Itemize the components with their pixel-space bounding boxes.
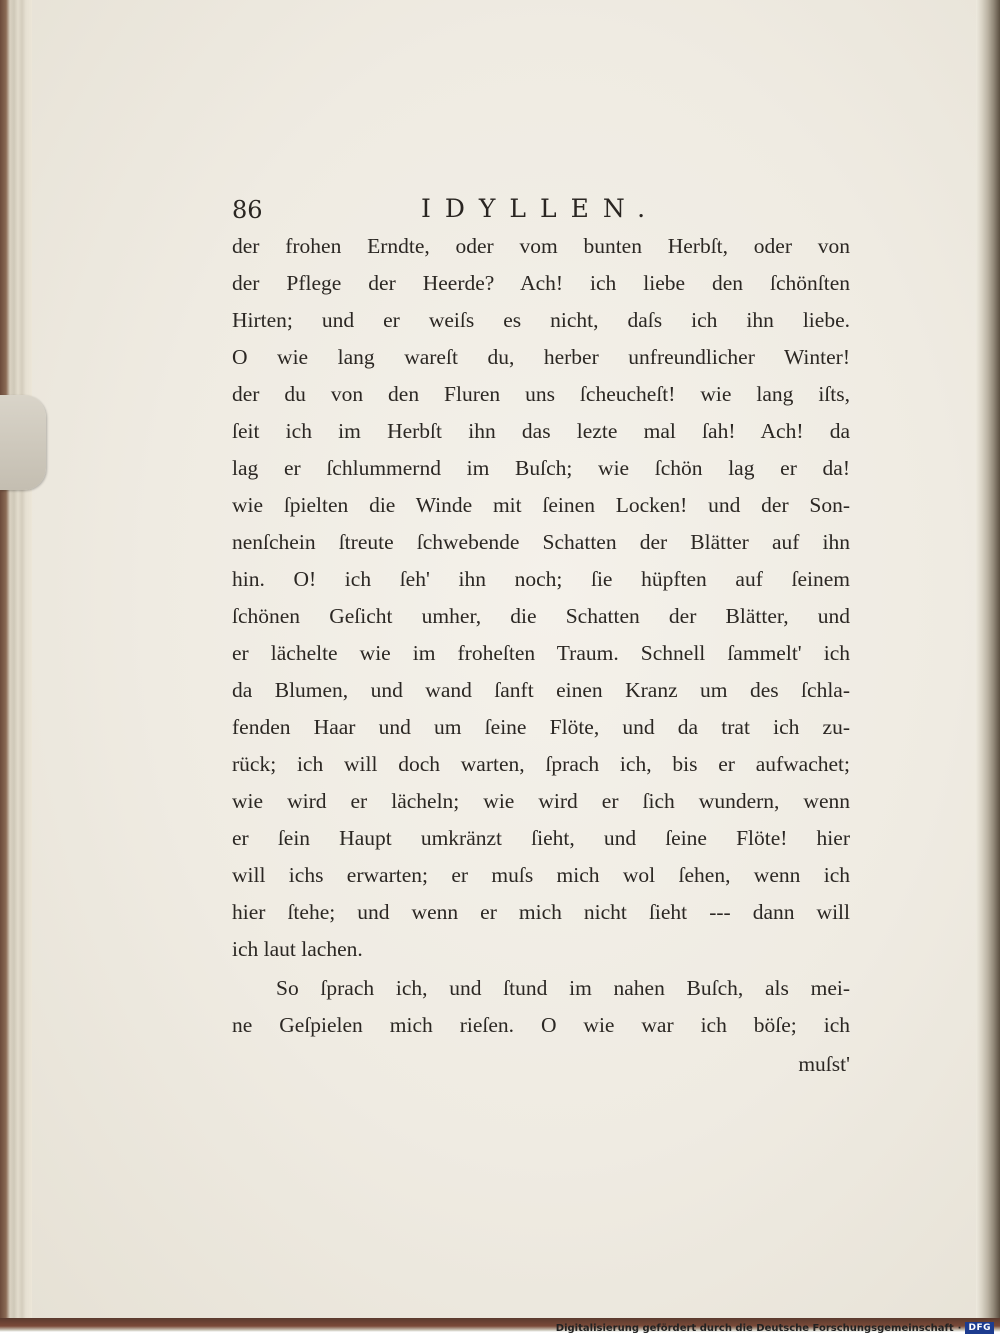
credit-text: Digitalisierung gefördert durch die Deutsche Forschungsgemeinschaft: [555, 1322, 954, 1334]
text-line: der frohen Erndte, oder vom bunten Herbſt, oder von: [232, 234, 850, 258]
text-line: Hirten; und er weiſs es nicht, daſs ich ihn liebe.: [232, 308, 850, 332]
digitization-credit: Digitalisierung gefördert durch die Deutsche Forschungsgemeinschaft · DFG: [556, 1320, 994, 1336]
body-text: [232, 228, 850, 1044]
text-line: da Blumen, und wand ſanft einen Kranz um des ſchla-: [232, 678, 850, 702]
text-line: will ichs erwarten; er muſs mich wol ſehen, wenn ich: [232, 863, 850, 887]
text-line: O wie lang wareſt du, herber unfreundlicher Winter!: [232, 345, 850, 369]
text-line: So ſprach ich, und ſtund im nahen Buſch, als mei-: [276, 976, 850, 1000]
text-line: wie ſpielten die Winde mit ſeinen Locken! und der Son-: [232, 493, 850, 517]
page-header: [232, 192, 848, 232]
text-line: rück; ich will doch warten, ſprach ich, bis er aufwachet;: [232, 752, 850, 776]
book-edge-left: [0, 0, 32, 1318]
dfg-logo: DFG: [965, 1322, 994, 1334]
book-edge-right: [976, 0, 1000, 1318]
text-line: hier ſtehe; und wenn er mich nicht ſieht --- dann will: [232, 900, 850, 924]
text-line: ſchönen Geſicht umher, die Schatten der Blätter, und: [232, 604, 850, 628]
text-line: er lächelte wie im froheſten Traum. Schnell ſammelt' ich: [232, 641, 850, 665]
text-line: der Pflege der Heerde? Ach! ich liebe den ſchönſten: [232, 271, 850, 295]
page-number: 86: [232, 196, 263, 224]
catchword: muſst': [798, 1052, 850, 1076]
text-line: ich laut lachen.: [232, 937, 363, 961]
text-line: der du von den Fluren uns ſcheucheſt! wie lang iſts,: [232, 382, 850, 406]
running-title: IDYLLEN.: [420, 194, 660, 223]
bookmark-strip: [0, 395, 46, 490]
text-line: er ſein Haupt umkränzt ſieht, und ſeine Flöte! hier: [232, 826, 850, 850]
text-line: fenden Haar und um ſeine Flöte, und da trat ich zu-: [232, 715, 850, 739]
text-line: ſeit ich im Herbſt ihn das lezte mal ſah! Ach! da: [232, 419, 850, 443]
text-line: ne Geſpielen mich rieſen. O wie war ich böſe; ich: [232, 1013, 850, 1037]
text-line: hin. O! ich ſeh' ihn noch; ſie hüpften auf ſeinem: [232, 567, 850, 591]
text-line: wie wird er lächeln; wie wird er ſich wundern, wenn: [232, 789, 850, 813]
text-line: nenſchein ſtreute ſchwebende Schatten der Blätter auf ihn: [232, 530, 850, 554]
text-line: lag er ſchlummernd im Buſch; wie ſchön lag er da!: [232, 456, 850, 480]
